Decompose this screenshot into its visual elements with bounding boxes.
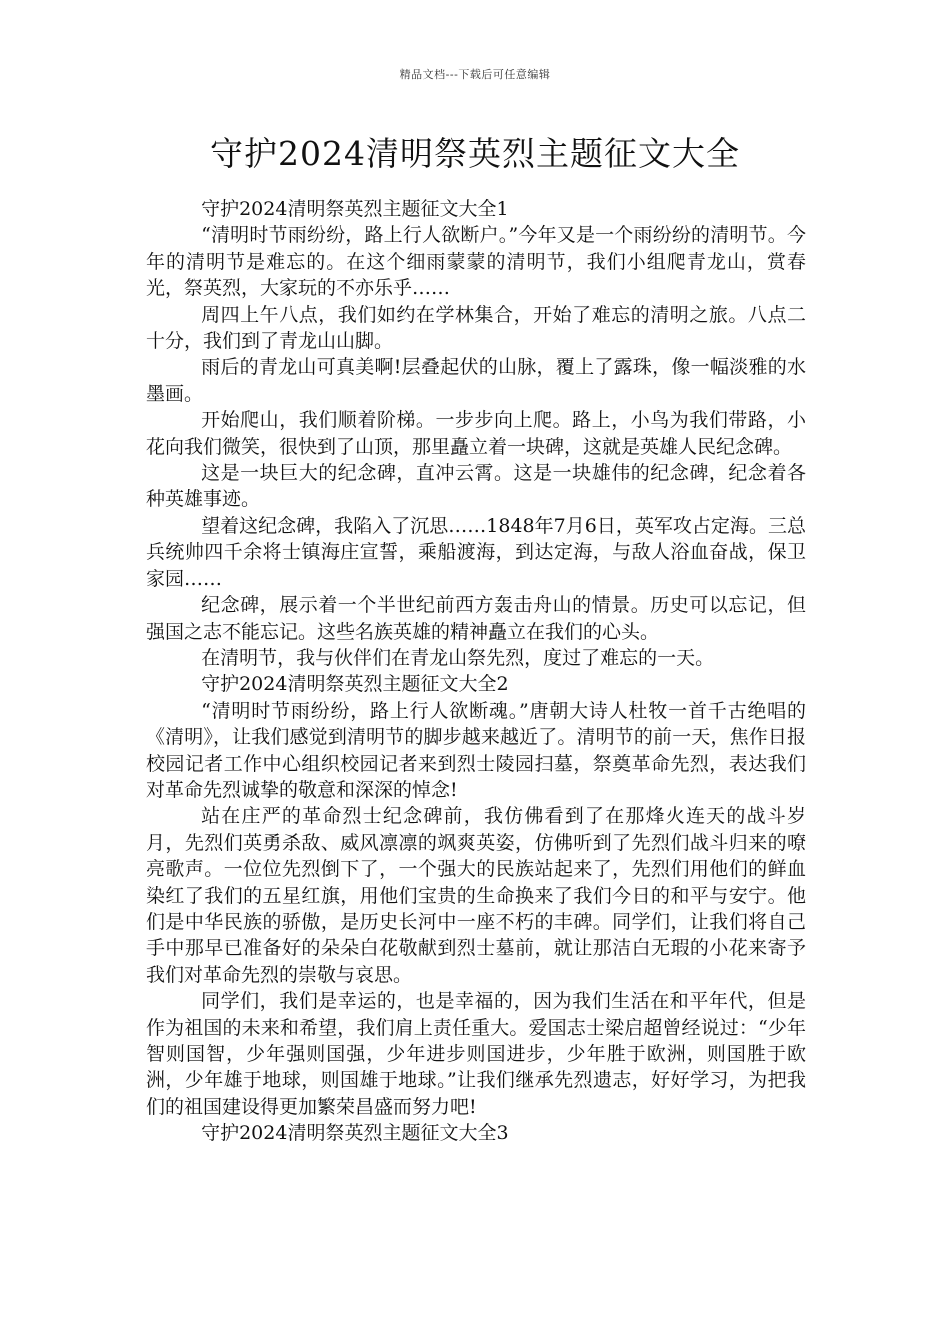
section-heading: 守护2024清明祭英烈主题征文大全2 [201,673,509,696]
body-paragraph: “清明时节雨纷纷，路上行人欲断魂。”唐朝大诗人杜牧一首千古绝唱的《清明》，让我们感觉到清明节的脚步越来越近了。清明节的前一天，焦作日报校园记者工作中心组织校园记者来到烈士陵园扫墓，祭奠革命先烈，表达我们对革命先烈诚挚的敬意和深深的悼念! [146,699,806,801]
body-paragraph: 雨后的青龙山可真美啊!层叠起伏的山脉，覆上了露珠，像一幅淡雅的水墨画。 [146,356,806,405]
body-paragraph: 开始爬山，我们顺着阶梯。一步步向上爬。路上，小鸟为我们带路，小花向我们微笑，很快到了山顶，那里矗立着一块碑，这就是英雄人民纪念碑。 [146,409,806,458]
body-paragraph: 纪念碑，展示着一个半世纪前西方轰击舟山的情景。历史可以忘记，但强国之志不能忘记。这些名族英雄的精神矗立在我们的心头。 [146,594,806,643]
body-paragraph: 在清明节，我与伙伴们在青龙山祭先烈，度过了难忘的一天。 [201,646,715,669]
document-body [146,196,806,1147]
body-paragraph: 站在庄严的革命烈士纪念碑前，我仿佛看到了在那烽火连天的战斗岁月，先烈们英勇杀敌、威风凛凛的飒爽英姿，仿佛听到了先烈们战斗归来的嘹亮歌声。一位位先烈倒下了，一个强大的民族站起来了，先烈们用他们的鲜血染红了我们的五星红旗，用他们宝贵的生命换来了我们今日的和平与安宁。他们是中华民族的骄傲，是历史长河中一座不朽的丰碑。同学们，让我们将自己手中那早已准备好的朵朵白花敬献到烈士墓前，就让那洁白无瑕的小花来寄予我们对革命先烈的崇敬与哀思。 [146,805,806,986]
body-paragraph: “清明时节雨纷纷，路上行人欲断户。”今年又是一个雨纷纷的清明节。今年的清明节是难忘的。在这个细雨蒙蒙的清明节，我们小组爬青龙山，赏春光，祭英烈，大家玩的不亦乐乎…… [146,224,806,300]
body-paragraph: 周四上午八点，我们如约在学林集合，开始了难忘的清明之旅。八点二十分，我们到了青龙山山脚。 [146,303,806,353]
body-paragraph: 这是一块巨大的纪念碑，直冲云霄。这是一块雄伟的纪念碑，纪念着各种英雄事迹。 [146,462,806,511]
section-heading: 守护2024清明祭英烈主题征文大全1 [201,198,509,220]
body-paragraph: 望着这纪念碑，我陷入了沉思……1848年7月6日，英军攻占定海。三总兵统帅四千余将士镇海庄宣誓，乘船渡海，到达定海，与敌人浴血奋战，保卫家园…… [146,514,806,590]
document-title: 守护2024清明祭英烈主题征文大全 [210,134,740,173]
body-paragraph: 同学们，我们是幸运的，也是幸福的，因为我们生活在和平年代，但是作为祖国的未来和希望，我们肩上责任重大。爱国志士梁启超曾经说过：“少年智则国智，少年强则国强，少年进步则国进步，少年胜于欧洲，则国胜于欧洲，少年雄于地球，则国雄于地球。”让我们继承先烈遗志，好好学习，为把我们的祖国建设得更加繁荣昌盛而努力吧! [146,990,806,1118]
header-note: 精品文档---下载后可任意编辑 [399,68,551,81]
section-heading: 守护2024清明祭英烈主题征文大全3 [201,1122,509,1145]
